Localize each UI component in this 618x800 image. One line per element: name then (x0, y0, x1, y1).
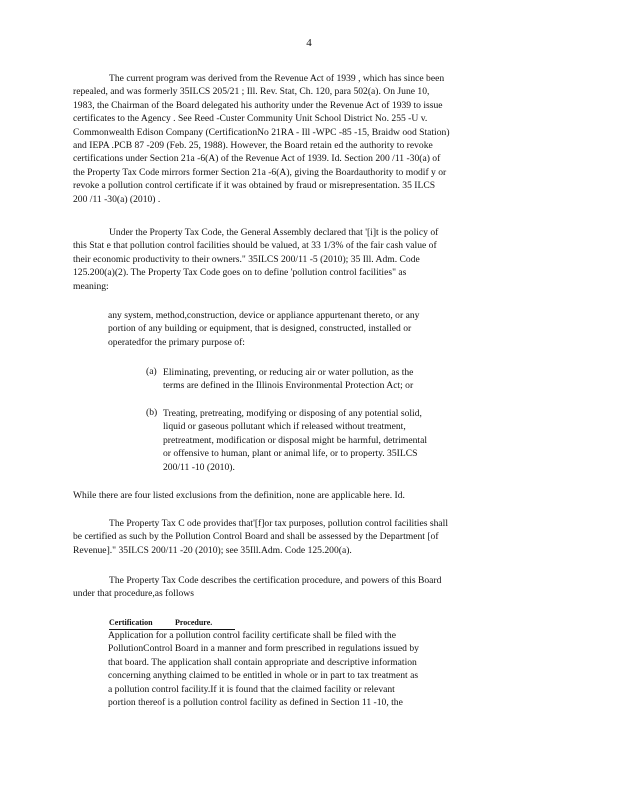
definition-item-a (163, 366, 493, 393)
text-line: any system, method,construction, device or appliance appurtenant thereto, or any (108, 310, 420, 321)
paragraph-program-history (73, 72, 533, 206)
definition-item-b (163, 407, 493, 474)
text-line: a pollution control facility.If it is found that the claimed facility or relevant (108, 683, 395, 695)
text-line: terms are defined in the Illinois Environmental Protection Act; or (163, 380, 414, 392)
text-line: meaning: (73, 280, 109, 292)
text-line: under that procedure,as follows (73, 588, 194, 600)
text-line: Application for a pollution control facility certificate shall be filed with the (108, 630, 396, 641)
text-line: Under the Property Tax Code, the General Assembly declared that '[i]t is the policy of (109, 227, 439, 238)
certification-procedure-quote (108, 629, 503, 709)
text-line: revoke a pollution control certificate if it was obtained by fraud or misrepresentation. 35 ILCS (73, 180, 436, 192)
paragraph-certified-assessed (73, 517, 533, 557)
text-line: this Stat e that pollution control facilities should be valued, at 33 1/3% of the fair cash value of (73, 240, 437, 252)
quote-heading-certification: Certification (109, 618, 153, 627)
text-line: and IEPA .PCB 87 -209 (Feb. 25, 1988). However, the Board retain ed the authority to revoke (73, 140, 433, 152)
paragraph-exclusions (73, 489, 533, 502)
quote-heading-procedure: Procedure. (175, 618, 213, 627)
text-line: Revenue]." 35ILCS 200/11 -20 (2010); see 35Ill.Adm. Code 125.200(a). (73, 544, 352, 556)
text-line: Eliminating, preventing, or reducing air or water pollution, as the (163, 367, 414, 378)
paragraph-procedure-intro (73, 574, 533, 601)
text-line: portion of any building or equipment, that is designed, constructed, installed or (108, 323, 412, 335)
text-line: 200 /11 -30(a) (2010) . (73, 193, 161, 205)
text-line: operatedfor the primary purpose of: (108, 336, 245, 348)
text-line: While there are four listed exclusions from the definition, none are applicable here. Id. (73, 490, 405, 501)
text-line: 125.200(a)(2). The Property Tax Code goes on to define 'pollution control facilities" as (73, 267, 407, 279)
text-line: certificates to the Agency . See Reed -Custer Community Unit School District No. 255 -U v. (73, 113, 428, 125)
text-line: repealed, and was formerly 35ILCS 205/21 ; Ill. Rev. Stat, Ch. 120, para 502(a). On June 10, (73, 86, 430, 98)
text-line: The current program was derived from the Revenue Act of 1939 , which has since been (109, 73, 445, 84)
page-number: 4 (306, 37, 312, 49)
text-line: 1983, the Chairman of the Board delegated his authority under the Revenue Act of 1939 to issue (73, 99, 443, 111)
text-line: portion thereof is a pollution control facility as defined in Section 11 -10, the (108, 697, 403, 709)
text-line: Commonwealth Edison Company (CertificationNo 21RA - Ill -WPC -85 -15, Braidw ood Station) (73, 126, 450, 138)
text-line: pretreatment, modification or disposal might be harmful, detrimental (163, 434, 428, 446)
list-label-a: (a) (146, 366, 157, 377)
text-line: Treating, pretreating, modifying or disposing of any potential solid, (163, 408, 422, 419)
text-line: The Property Tax C ode provides that'[f]or tax purposes, pollution control facilities shall (109, 518, 448, 529)
text-line: The Property Tax Code describes the certification procedure, and powers of this Board (109, 575, 442, 586)
text-line: certifications under Section 21a -6(A) of the Revenue Act of 1939. Id. Section 200 /11 -30(a) of (73, 153, 441, 165)
text-line: 200/11 -10 (2010). (163, 461, 235, 473)
text-line: liquid or gaseous pollutant which if released without treatment, (163, 421, 406, 433)
text-line: that board. The application shall contain appropriate and descriptive information (108, 656, 417, 668)
text-line: their economic productivity to their owners." 35ILCS 200/11 -5 (2010); 35 Ill. Adm. Code (73, 253, 420, 265)
list-label-b: (b) (146, 407, 158, 418)
text-line: the Property Tax Code mirrors former Section 21a -6(A), giving the Boardauthority to modif y or (73, 166, 447, 178)
text-line: concerning anything claimed to be entitled in whole or in part to tax treatment as (108, 670, 419, 682)
text-line: or offensive to human, plant or animal life, or to property. 35ILCS (163, 448, 418, 460)
text-line: PollutionControl Board in a manner and form prescribed in regulations issued by (108, 643, 419, 655)
text-line: be certified as such by the Pollution Control Board and shall be assessed by the Department [of (73, 531, 439, 543)
definition-quote (108, 309, 503, 349)
paragraph-general-assembly (73, 226, 533, 293)
